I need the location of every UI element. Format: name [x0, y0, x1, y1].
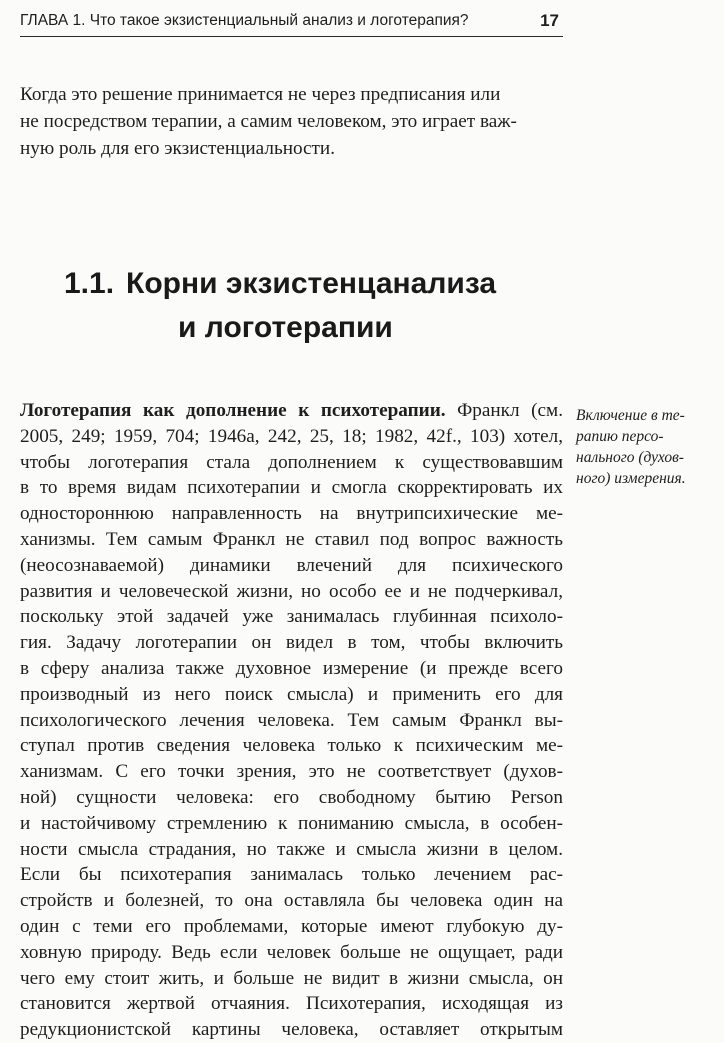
margin-note-line: рапию персо- [576, 428, 664, 445]
body-line: чего ему стоит жить, и больше не видит в жизни смысла, он [20, 967, 563, 989]
body-line: ности смысла страдания, но также и смысла жизни в целом. [20, 838, 563, 860]
section-number: 1.1. [64, 267, 115, 300]
margin-note-line: ного) измерения. [576, 470, 686, 487]
page-number: 17 [540, 11, 559, 30]
body-line: производный из него поиск смысла) и применить его для [20, 683, 563, 705]
body-line: чтобы логотерапия стала дополнением к существовавшим [20, 451, 563, 473]
margin-note-line: нального (духов- [576, 449, 684, 466]
margin-note-line: Включение в те- [576, 407, 685, 424]
body-line: Если бы психотерапия занималась только лечением рас- [20, 864, 563, 886]
intro-line: Когда это решение принимается не через предписания или [20, 84, 501, 105]
section-title-line1: Корни экзистенцанализа [126, 267, 497, 300]
body-line: (неосознаваемой) динамики влечений для психического [20, 554, 563, 576]
first-line-rest: Франкл (см. [445, 400, 563, 421]
body-line: один с теми его проблемами, которые имеют глубокую ду- [20, 915, 563, 937]
body-line: 2005, 249; 1959, 704; 1946a, 242, 25, 18; 1982, 42f., 103) хотел, [20, 425, 563, 447]
margin-note [576, 405, 716, 489]
body-line: ханизмам. С его точки зрения, это не соответствует (духов- [20, 761, 563, 783]
body-line: ханизмы. Тем самым Франкл не ставил под вопрос важность [20, 528, 563, 550]
intro-paragraph [20, 81, 563, 162]
body-line-first [20, 398, 563, 424]
section-heading [64, 262, 564, 350]
body-line: стройств и болезней, то она оставляла бы человека один на [20, 890, 563, 912]
body-line: редукционистской картины человека, оставляет открытым [20, 1019, 563, 1041]
body-line: гия. Задачу логотерапии он видел в том, чтобы включить [20, 632, 563, 654]
body-line: и настойчивому стремлению к пониманию смысла, в особен- [20, 812, 563, 834]
body-line: психологического лечения человека. Тем самым Франкл вы- [20, 709, 563, 731]
chapter-title: ГЛАВА 1. Что такое экзистенциальный анализ и логотерапия? [20, 12, 469, 29]
running-header [20, 6, 563, 37]
section-title-line2: и логотерапии [178, 311, 393, 344]
body-line: одностороннюю направленность на внутрипсихические ме- [20, 503, 563, 525]
paragraph-lead: Логотерапия как дополнение к психотерапии. [20, 400, 446, 421]
body-line: ной) сущности человека: его свободному бытию Person [20, 786, 563, 808]
body-line: в сферу анализа также духовное измерение (и прежде всего [20, 657, 563, 679]
body-line: поскольку этой задачей уже занималась глубинная психоло- [20, 606, 563, 628]
body-line: ховную природу. Ведь если человек больше не ощущает, ради [20, 941, 563, 963]
intro-line: ную роль для его экзистенциальности. [20, 138, 336, 159]
body-line: развития и человеческой жизни, но особо ее и не подчеркивал, [20, 580, 563, 602]
body-line: становится жертвой отчаяния. Психотерапия, исходящая из [20, 993, 563, 1015]
intro-line: не посредством терапии, а самим человеком, это играет важ- [20, 111, 517, 132]
body-line: в то время видам психотерапии и смогла скорректировать их [20, 477, 563, 499]
body-paragraph [20, 398, 563, 1043]
body-line: ступал против сведения человека только к психическим ме- [20, 735, 563, 757]
